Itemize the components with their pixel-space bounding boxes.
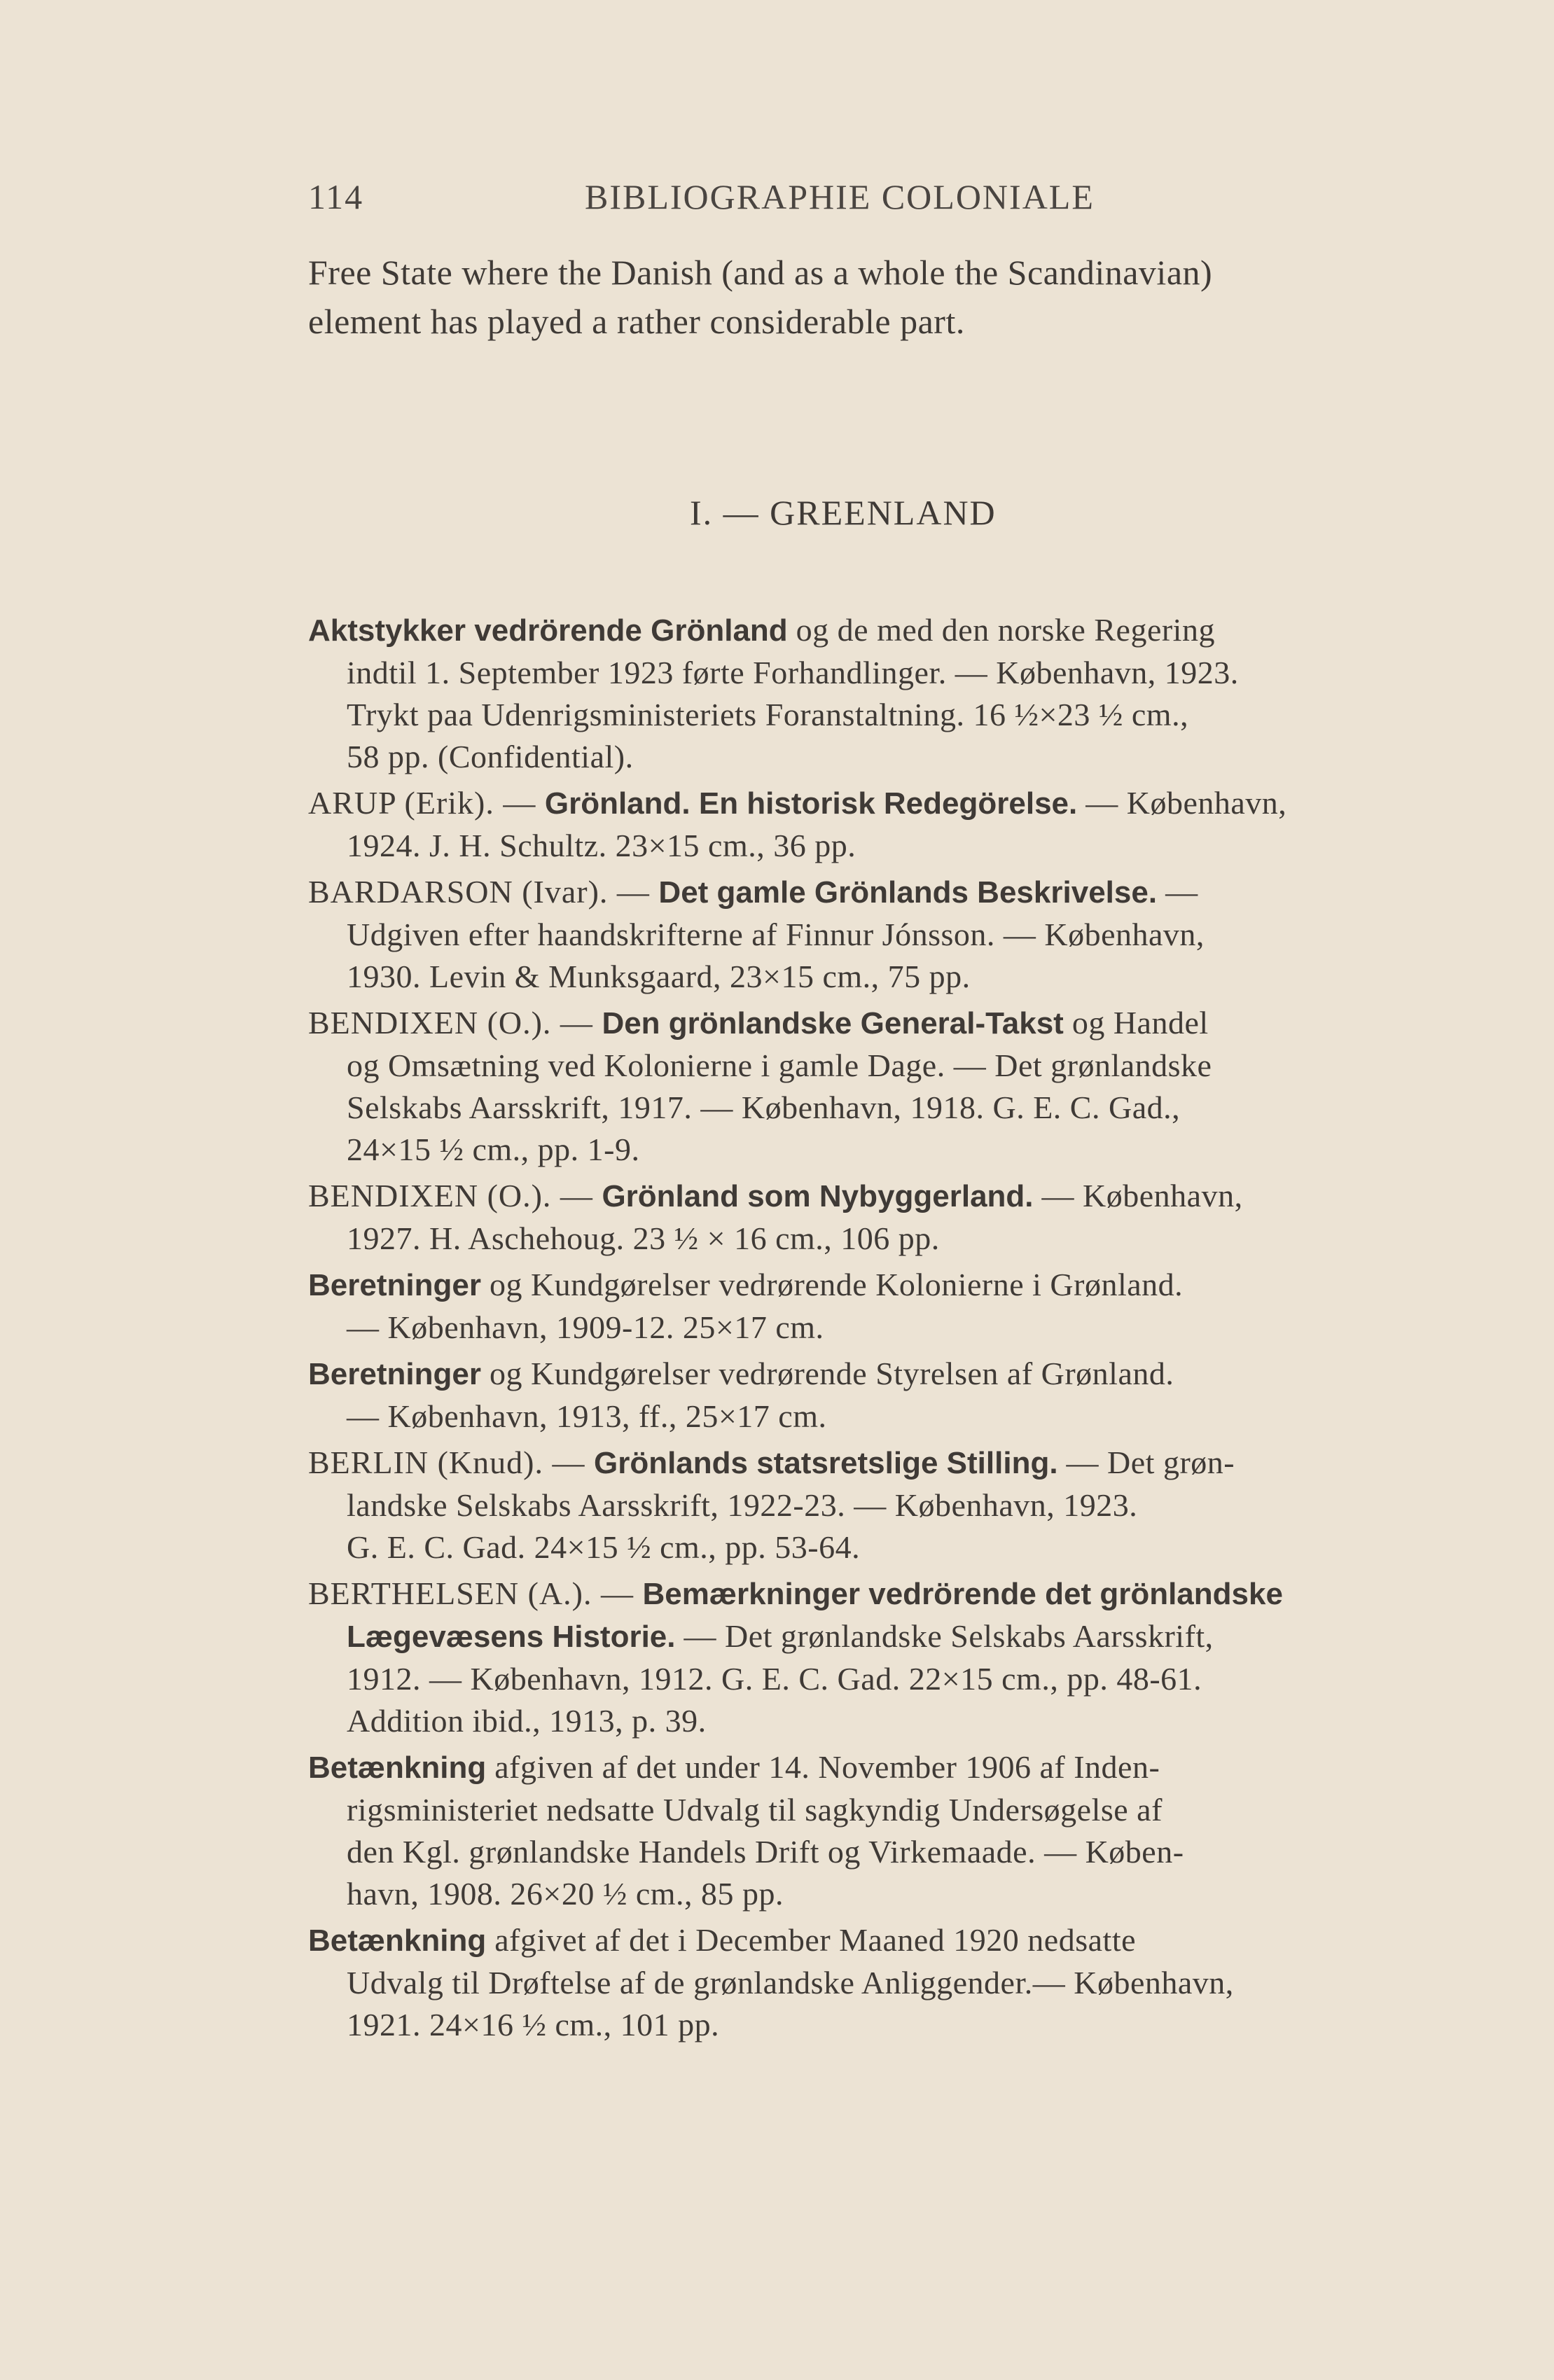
bibliography-entry [308, 1264, 1411, 1349]
bibliography-entry [308, 1919, 1411, 2046]
entry-title: Betænkning [308, 1751, 487, 1785]
entry-details: — Det grøn- [1057, 1445, 1235, 1480]
entry-title: Grönland. En historisk Redegörelse. [544, 786, 1078, 821]
entry-details: og de med den norske Regering [787, 612, 1215, 648]
entry-line [308, 1746, 1411, 1789]
entry-line [308, 1526, 1411, 1568]
entry-line [308, 1002, 1411, 1045]
entry-details: — [1157, 874, 1198, 910]
entry-details: afgiven af det under 14. November 1906 af Inden- [486, 1749, 1160, 1785]
entry-details: den Kgl. grønlandske Handels Drift og Virkemaade. — Køben- [347, 1834, 1184, 1870]
entry-line [308, 1484, 1411, 1526]
entry-line [308, 871, 1411, 914]
entry-line [308, 2004, 1411, 2046]
running-title: BIBLIOGRAPHIE COLONIALE [585, 177, 1095, 216]
bibliography-entry [308, 871, 1411, 998]
entry-details: 58 pp. (Confidential). [347, 739, 634, 774]
entry-line [308, 609, 1411, 652]
entry-details: Selskabs Aarsskrift, 1917. — København, 1918. G. E. C. Gad., [347, 1090, 1181, 1125]
bibliography-entry [308, 1002, 1411, 1171]
entry-title: Det gamle Grönlands Beskrivelse. [658, 875, 1158, 910]
entry-details: afgivet af det i December Maaned 1920 nedsatte [486, 1922, 1137, 1958]
entry-details: landske Selskabs Aarsskrift, 1922-23. — København, 1923. [347, 1487, 1138, 1523]
intro-line: Free State where the Danish (and as a whole the Scandinavian) [308, 253, 1213, 292]
intro-line: element has played a rather considerable part. [308, 302, 965, 341]
bibliography-entry [308, 609, 1411, 778]
entry-details: 1927. H. Aschehoug. 23 ½ × 16 cm., 106 pp. [347, 1220, 940, 1256]
entry-line [308, 694, 1411, 736]
bibliography-entries [308, 609, 1411, 2050]
entry-details: — København, [1033, 1178, 1243, 1213]
intro-paragraph [308, 248, 1408, 346]
entry-details: 1912. — København, 1912. G. E. C. Gad. 22×15 cm., pp. 48-61. [347, 1661, 1202, 1697]
entry-line [308, 1175, 1411, 1218]
entry-line [308, 1396, 1411, 1438]
entry-details: Udvalg til Drøftelse af de grønlandske Anliggender.— København, [347, 1965, 1234, 2000]
entry-details: — Det grønlandske Selskabs Aarsskrift, [675, 1618, 1214, 1654]
entry-line [308, 1045, 1411, 1087]
entry-line [308, 1087, 1411, 1129]
entry-details: og Handel [1063, 1005, 1209, 1041]
entry-details: — København, [1077, 785, 1287, 821]
entry-details: indtil 1. September 1923 førte Forhandlinger. — København, 1923. [347, 655, 1239, 690]
entry-details: 1921. 24×16 ½ cm., 101 pp. [347, 2007, 720, 2043]
entry-details: 1930. Levin & Munksgaard, 23×15 cm., 75 pp. [347, 959, 971, 994]
entry-line [308, 1700, 1411, 1742]
entry-author: BERLIN (Knud). — [308, 1445, 594, 1480]
entry-details: og Kundgørelser vedrørende Styrelsen af Grønland. [480, 1356, 1174, 1391]
entry-line [308, 1615, 1411, 1658]
entry-author: BARDARSON (Ivar). — [308, 874, 659, 910]
entry-line [308, 956, 1411, 998]
bibliography-entry [308, 1175, 1411, 1260]
entry-details: og Omsætning ved Kolonierne i gamle Dage. — Det grønlandske [347, 1048, 1212, 1083]
entry-line [308, 1129, 1411, 1171]
entry-line [308, 1789, 1411, 1831]
entry-title: Grönlands statsretslige Stilling. [593, 1446, 1058, 1480]
entry-line [308, 1442, 1411, 1484]
bibliography-entry [308, 1442, 1411, 1568]
bibliography-entry [308, 782, 1411, 867]
entry-details: — København, 1909-12. 25×17 cm. [347, 1309, 824, 1345]
running-head [308, 176, 1149, 218]
entry-title: Betænkning [308, 1923, 487, 1958]
entry-details: Udgiven efter haandskrifterne af Finnur Jónsson. — København, [347, 917, 1205, 952]
entry-details: G. E. C. Gad. 24×15 ½ cm., pp. 53-64. [347, 1529, 861, 1565]
entry-details: 1924. J. H. Schultz. 23×15 cm., 36 pp. [347, 828, 856, 863]
entry-line [308, 1831, 1411, 1873]
entry-title: Beretninger [308, 1357, 481, 1391]
entry-line [308, 652, 1411, 694]
entry-line [308, 914, 1411, 956]
entry-author: BERTHELSEN (A.). — [308, 1575, 643, 1611]
entry-title: Aktstykker vedrörende Grönland [308, 613, 788, 648]
entry-line [308, 1353, 1411, 1396]
entry-line [308, 782, 1411, 825]
entry-line [308, 1218, 1411, 1260]
entry-line [308, 1919, 1411, 1962]
entry-title: Bemærkninger vedrörende det grönlandske [642, 1577, 1283, 1611]
entry-line [308, 1264, 1411, 1307]
entry-title: Grönland som Nybyggerland. [602, 1179, 1034, 1213]
entry-details: og Kundgørelser vedrørende Kolonierne i Grønland. [480, 1267, 1184, 1302]
entry-details: rigsministeriet nedsatte Udvalg til sagkyndig Undersøgelse af [347, 1792, 1163, 1828]
bibliography-entry [308, 1353, 1411, 1438]
entry-author: ARUP (Erik). — [308, 785, 545, 821]
entry-title: Den grönlandske General-Takst [602, 1006, 1064, 1041]
entry-details: Trykt paa Udenrigsministeriets Foranstaltning. 16 ½×23 ½ cm., [347, 697, 1189, 732]
entry-details: Addition ibid., 1913, p. 39. [347, 1703, 707, 1739]
page-number: 114 [308, 177, 364, 216]
entry-line [308, 736, 1411, 778]
entry-line [308, 1962, 1411, 2004]
entry-details: 24×15 ½ cm., pp. 1-9. [347, 1132, 640, 1167]
entry-author: BENDIXEN (O.). — [308, 1005, 602, 1041]
entry-author: BENDIXEN (O.). — [308, 1178, 602, 1213]
entry-line [308, 1307, 1411, 1349]
entry-line [308, 1873, 1411, 1915]
bibliography-entry [308, 1746, 1411, 1915]
entry-line [308, 1658, 1411, 1700]
entry-title: Lægevæsens Historie. [347, 1620, 676, 1654]
entry-details: — København, 1913, ff., 25×17 cm. [347, 1398, 827, 1434]
entry-line [308, 1573, 1411, 1615]
entry-details: havn, 1908. 26×20 ½ cm., 85 pp. [347, 1876, 784, 1912]
entry-line [308, 825, 1411, 867]
section-heading: I. — GREENLAND [690, 493, 997, 532]
entry-title: Beretninger [308, 1268, 481, 1302]
bibliography-entry [308, 1573, 1411, 1742]
